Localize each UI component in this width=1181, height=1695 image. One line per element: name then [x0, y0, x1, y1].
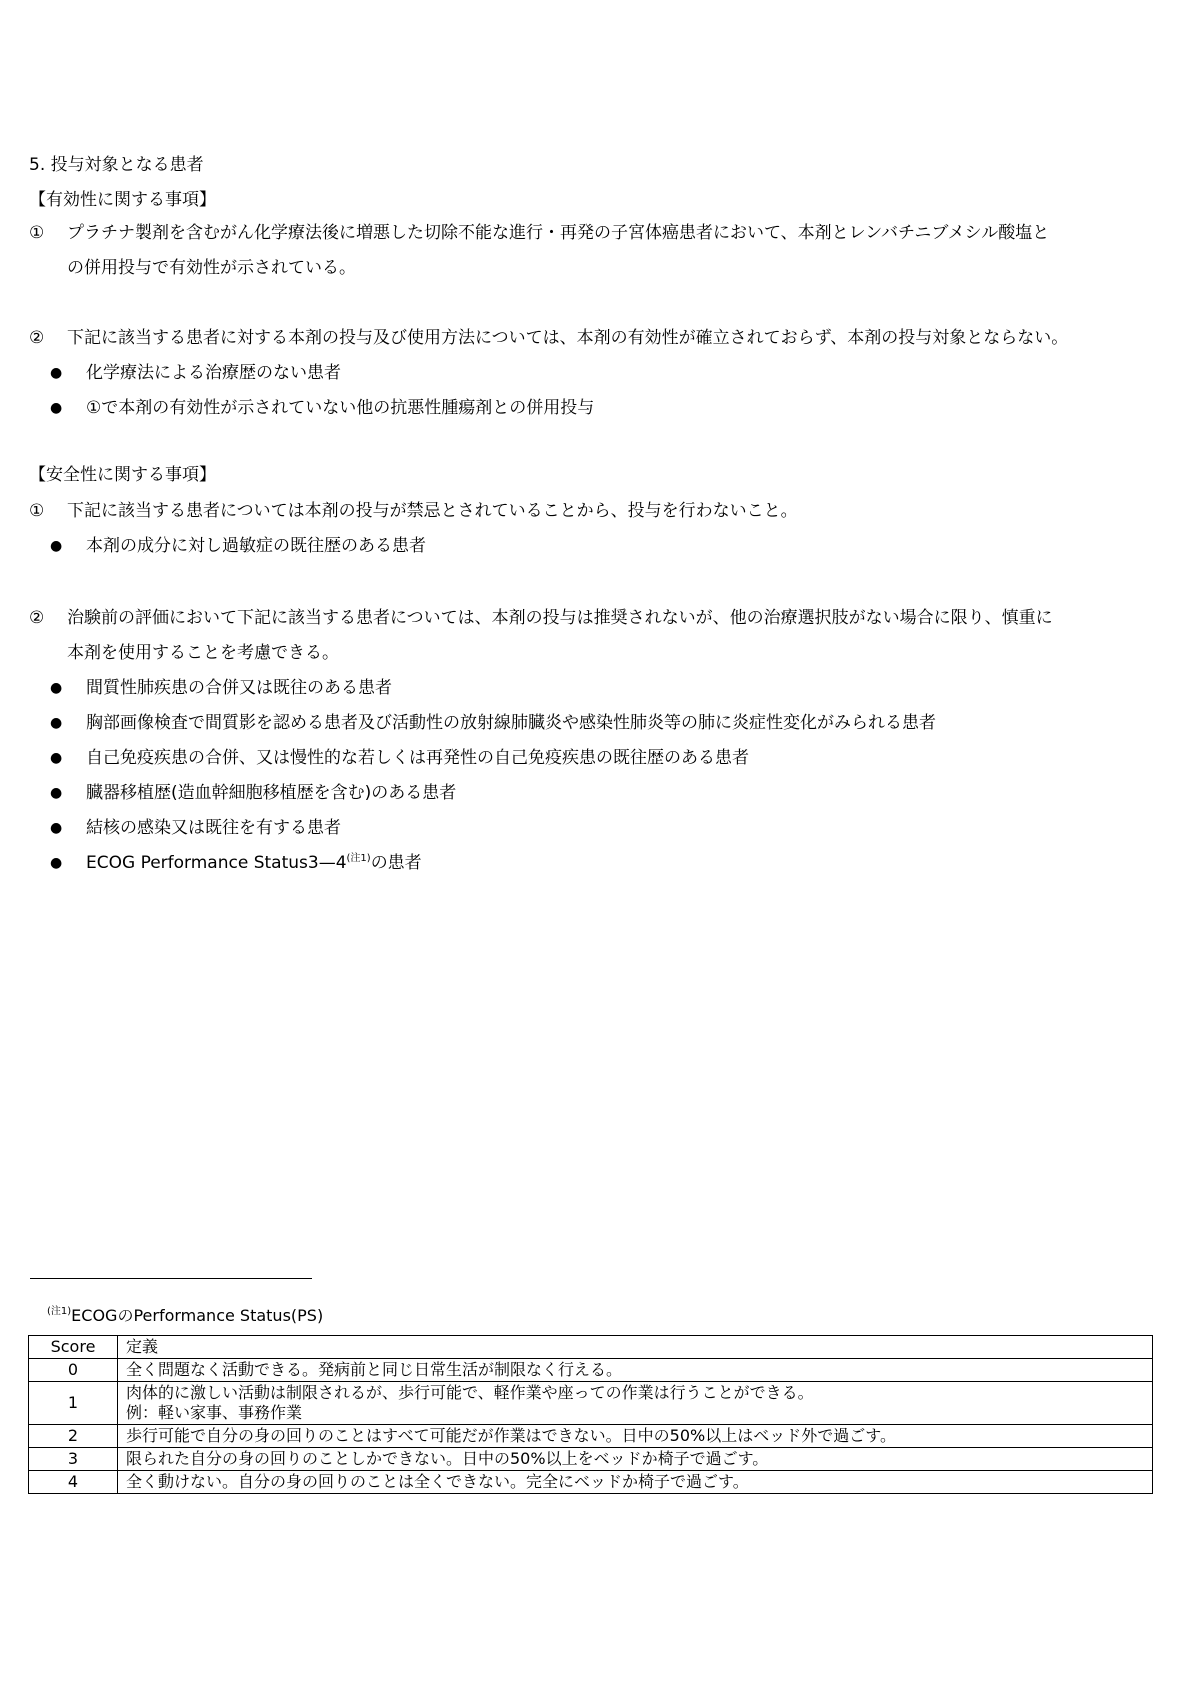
bullet-text: 結核の感染又は既往を有する患者 [86, 818, 341, 838]
table-row [29, 1471, 1153, 1494]
bullet-icon: ● [50, 750, 63, 766]
bullet-icon: ● [50, 715, 63, 731]
ecog-suffix: の患者 [370, 853, 422, 873]
bullet-icon: ● [50, 680, 63, 696]
safety-heading: 【安全性に関する事項】 [29, 465, 216, 485]
bullet-icon: ● [50, 785, 63, 801]
table-row [29, 1382, 1153, 1425]
section-title: 5. 投与対象となる患者 [29, 155, 204, 175]
definition-cell: 歩行可能で自分の身の回りのことはすべて可能だが作業はできない。日中の50%以上はベッド外で過ごす。 [118, 1425, 1153, 1448]
item-marker: ① [29, 223, 45, 243]
ecog-text: ECOG Performance Status3—4 [86, 853, 347, 873]
score-cell: 2 [29, 1425, 118, 1448]
item-text: 下記に該当する患者に対する本剤の投与及び使用方法については、本剤の有効性が確立されておらず、本剤の投与対象とならない。 [67, 328, 1069, 348]
item-text: の併用投与で有効性が示されている。 [67, 258, 356, 278]
ecog-ps-table [28, 1335, 1153, 1494]
footnote-title [47, 1305, 323, 1327]
bullet-text: 間質性肺疾患の合併又は既往のある患者 [86, 678, 392, 698]
header-score: Score [29, 1336, 118, 1359]
item-marker: ② [29, 328, 45, 348]
footnote-divider [30, 1278, 312, 1279]
bullet-text: 本剤の成分に対し過敏症の既往歴のある患者 [86, 536, 426, 556]
efficacy-heading: 【有効性に関する事項】 [29, 190, 216, 210]
bullet-icon: ● [50, 538, 63, 554]
bullet-text: 自己免疫疾患の合併、又は慢性的な若しくは再発性の自己免疫疾患の既往歴のある患者 [86, 748, 749, 768]
bullet-text: 臓器移植歴(造血幹細胞移植歴を含む)のある患者 [86, 783, 457, 803]
definition-line: 例：軽い家事、事務作業 [126, 1403, 303, 1422]
item-text: 本剤を使用することを考慮できる。 [67, 643, 339, 663]
item-text: プラチナ製剤を含むがん化学療法後に増悪した切除不能な進行・再発の子宮体癌患者において、本剤とレンバチニブメシル酸塩と [67, 223, 1050, 243]
definition-cell: 全く動けない。自分の身の回りのことは全くできない。完全にベッドか椅子で過ごす。 [118, 1471, 1153, 1494]
footnote-title-text: ECOGのPerformance Status(PS) [71, 1306, 324, 1325]
bullet-text: 化学療法による治療歴のない患者 [86, 363, 341, 383]
bullet-text [86, 852, 422, 874]
item-marker: ① [29, 501, 45, 521]
table-row [29, 1425, 1153, 1448]
bullet-icon: ● [50, 400, 63, 416]
table-row [29, 1359, 1153, 1382]
item-text: 治験前の評価において下記に該当する患者については、本剤の投与は推奨されないが、他の治療選択肢がない場合に限り、慎重に [67, 608, 1053, 628]
definition-cell: 全く問題なく活動できる。発病前と同じ日常生活が制限なく行える。 [118, 1359, 1153, 1382]
item-text: 下記に該当する患者については本剤の投与が禁忌とされていることから、投与を行わないこと。 [67, 501, 798, 521]
bullet-text: ①で本剤の有効性が示されていない他の抗悪性腫瘍剤との併用投与 [86, 398, 595, 418]
bullet-icon: ● [50, 820, 63, 836]
table-row [29, 1448, 1153, 1471]
bullet-icon: ● [50, 365, 63, 381]
score-cell: 1 [29, 1382, 118, 1425]
footnote-ref[interactable]: (注1) [346, 853, 371, 864]
header-definition: 定義 [118, 1336, 1153, 1359]
score-cell: 3 [29, 1448, 118, 1471]
bullet-icon: ● [50, 855, 63, 871]
table-header-row [29, 1336, 1153, 1359]
footnote-marker: (注1) [47, 1306, 72, 1317]
definition-line: 肉体的に激しい活動は制限されるが、歩行可能で、軽作業や座っての作業は行うことができる。 [126, 1383, 814, 1402]
item-marker: ② [29, 608, 45, 628]
definition-cell [118, 1382, 1153, 1425]
score-cell: 0 [29, 1359, 118, 1382]
definition-cell: 限られた自分の身の回りのことしかできない。日中の50%以上をベッドか椅子で過ごす。 [118, 1448, 1153, 1471]
bullet-text: 胸部画像検査で間質影を認める患者及び活動性の放射線肺臓炎や感染性肺炎等の肺に炎症性変化がみられる患者 [86, 713, 936, 733]
score-cell: 4 [29, 1471, 118, 1494]
